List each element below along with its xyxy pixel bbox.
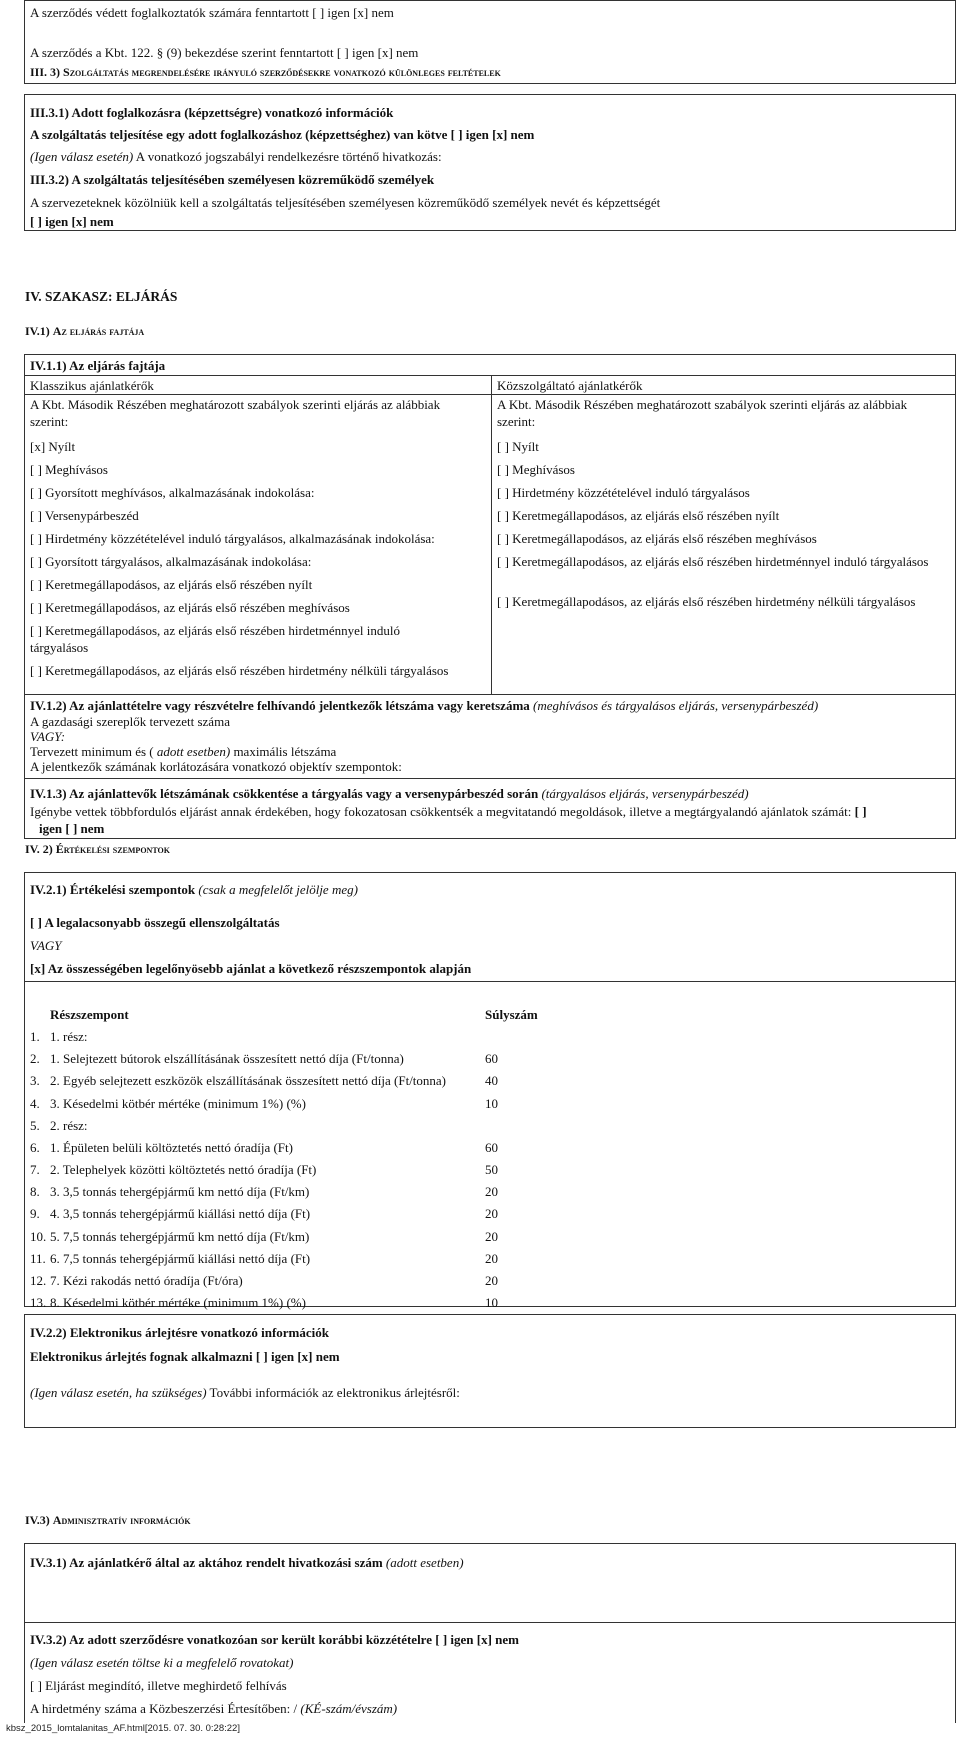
criteria-num: 1. xyxy=(30,1029,40,1045)
utility-option-3: [ ] Keretmegállapodásos, az eljárás első részében nyílt xyxy=(497,508,780,523)
criteria-num: 10. xyxy=(30,1228,47,1244)
iv21-box xyxy=(24,872,956,982)
criteria-name: 3. 3,5 tonnás tehergépjármű km nettó díja (Ft/km) xyxy=(50,1184,310,1200)
table-row xyxy=(30,1183,538,1205)
classic-option-7: [ ] Keretmegállapodásos, az eljárás első részében meghívásos xyxy=(30,600,350,615)
criteria-name: 8. Késedelmi kötbér mértéke (minimum 1%) (%) xyxy=(50,1295,306,1311)
criteria-weight xyxy=(485,1028,538,1050)
iv21-or: VAGY xyxy=(30,938,62,953)
iv32-title: IV.3.2) Az adott szerződésre vonatkozóan sor került korábbi közzétételre [ ] igen [x] nem xyxy=(30,1632,519,1647)
classic-option-0: [x] Nyílt xyxy=(30,439,76,454)
classic-header: Klasszikus ajánlatkérők xyxy=(30,378,154,393)
utility-option-5: [ ] Keretmegállapodásos, az eljárás első részében hirdetménnyel induló tárgyalásos xyxy=(497,554,929,569)
reserved-protected-line: A szerződés védett foglalkoztatók számára fenntartott [ ] igen [x] nem xyxy=(30,5,394,20)
section-iv1-heading: IV.1) Az eljárás fajtája xyxy=(25,324,145,338)
criteria-name: 1. Selejtezett bútorok elszállításának összesített nettó díja (Ft/tonna) xyxy=(50,1051,404,1067)
criteria-num: 7. xyxy=(30,1162,40,1178)
criteria-name: 5. 7,5 tonnás tehergépjármű km nettó díja (Ft/km) xyxy=(50,1228,310,1244)
criteria-weight: 20 xyxy=(485,1184,498,1200)
criteria-weight: 40 xyxy=(485,1073,498,1089)
criteria-name: 3. Késedelmi kötbér mértéke (minimum 1%) (%) xyxy=(50,1095,306,1111)
iii32-answer: [ ] igen [x] nem xyxy=(30,214,114,229)
table-row xyxy=(30,1250,538,1272)
iv13-multi-round: Igénybe vettek többfordulós eljárást annak érdekében, hogy fokozatosan csökkentsék a megvitatandó megoldások, illetve a megtárgyalandó ajánlatok számát: [ ] xyxy=(30,804,867,819)
iv22-more-info: (Igen válasz esetén, ha szükséges) További információk az elektronikus árlejtésről: xyxy=(30,1385,460,1400)
criteria-rows xyxy=(30,1028,538,1316)
classic-option-8: [ ] Keretmegállapodásos, az eljárás első részében hirdetménnyel induló tárgyalásos xyxy=(30,623,400,656)
table-row xyxy=(30,1095,538,1117)
iv11-title: IV.1.1) Az eljárás fajtája xyxy=(30,358,166,373)
iv13-title: IV.1.3) Az ajánlattevők létszámának csökkentése a tárgyalás vagy a versenypárbeszéd során (tárgyalásos eljárás, versenypárbeszéd) xyxy=(30,786,749,801)
iii31-qualification-line: A szolgáltatás teljesítése egy adott foglalkozáshoz (képzettséghez) van kötve [ ] igen [x] nem xyxy=(30,127,535,142)
page-footer: kbsz_2015_lomtalanitas_AF.html[2015. 07. 30. 0:28:22] xyxy=(6,1723,240,1734)
table-row xyxy=(30,1294,538,1316)
section-iv2-heading: IV. 2) Értékelési szempontok xyxy=(25,842,170,856)
table-row xyxy=(30,1228,538,1250)
iv12-objective-criteria: A jelentkezők számának korlátozására vonatkozó objektív szempontok: xyxy=(30,759,402,774)
table-row xyxy=(30,1139,538,1161)
iv31-box xyxy=(24,1543,956,1623)
utility-header-divider xyxy=(492,394,955,395)
iv32-notice-option: [ ] Eljárást megindító, illetve meghirdető felhívás xyxy=(30,1678,287,1693)
table-row xyxy=(30,1161,538,1183)
iv32-instruction: (Igen válasz esetén töltse ki a megfelelő rovatokat) xyxy=(30,1655,294,1670)
top-section-box xyxy=(24,0,956,84)
criteria-weight: 50 xyxy=(485,1162,498,1178)
criteria-box xyxy=(24,982,956,1311)
criteria-num: 3. xyxy=(30,1073,40,1089)
criteria-num: 2. xyxy=(30,1051,40,1067)
classic-intro: A Kbt. Második Részében meghatározott szabályok szerinti eljárás az alábbiak szerint: xyxy=(30,397,441,430)
iv11-columns xyxy=(25,375,955,694)
iv11-procedure-box xyxy=(24,354,956,695)
iv21-best-value: [x] Az összességében legelőnyösebb ajánlat a következő részszempontok alapján xyxy=(30,961,472,976)
iv32-box xyxy=(24,1623,956,1723)
criteria-header-row xyxy=(30,1006,538,1028)
criteria-name: 1. rész: xyxy=(50,1029,88,1045)
iii32-persons-line: A szervezeteknek közölniük kell a szolgáltatás teljesítésében személyesen közreműködő személyek nevét és képzettségét xyxy=(30,195,661,210)
classic-option-6: [ ] Keretmegállapodásos, az eljárás első részében nyílt xyxy=(30,577,313,592)
criteria-weight: 60 xyxy=(485,1051,498,1067)
criteria-name: 2. Egyéb selejtezett eszközök elszállításának összesített nettó díja (Ft/tonna) xyxy=(50,1073,447,1089)
utility-header: Közszolgáltató ajánlatkérők xyxy=(497,378,643,393)
criteria-weight: 60 xyxy=(485,1139,498,1155)
criteria-name: 4. 3,5 tonnás tehergépjármű kiállási nettó díja (Ft) xyxy=(50,1206,311,1222)
criteria-weight: 20 xyxy=(485,1250,498,1266)
utility-option-4: [ ] Keretmegállapodásos, az eljárás első részében meghívásos xyxy=(497,531,817,546)
iv31-title: IV.3.1) Az ajánlatkérő által az aktához rendelt hivatkozási szám (adott esetben) xyxy=(30,1555,464,1570)
criteria-weight xyxy=(485,1117,538,1139)
criteria-name: 2. rész: xyxy=(50,1117,88,1133)
iv13-answer: igen [ ] nem xyxy=(39,821,105,836)
criteria-num: 12. xyxy=(30,1272,47,1288)
table-row xyxy=(30,1072,538,1094)
criteria-num: 8. xyxy=(30,1184,40,1200)
iv32-notice-number: A hirdetmény száma a Közbeszerzési Értesítőben: / (KÉ-szám/évszám) xyxy=(30,1701,398,1716)
utility-intro: A Kbt. Második Részében meghatározott szabályok szerinti eljárás az alábbiak szerint: xyxy=(497,397,908,430)
criteria-weight: 20 xyxy=(485,1228,498,1244)
table-row xyxy=(30,1205,538,1227)
classic-contracting-column xyxy=(25,376,492,694)
iv22-eauction: Elektronikus árlejtés fognak alkalmazni [ ] igen [x] nem xyxy=(30,1349,340,1364)
iii31-title: III.3.1) Adott foglalkozásra (képzettségre) vonatkozó információk xyxy=(30,105,394,120)
classic-option-2: [ ] Gyorsított meghívásos, alkalmazásának indokolása: xyxy=(30,485,315,500)
classic-option-3: [ ] Versenypárbeszéd xyxy=(30,508,139,523)
iv21-lowest-price: [ ] A legalacsonyabb összegű ellenszolgáltatás xyxy=(30,915,280,930)
table-row xyxy=(30,1028,538,1050)
iv12-min-max: Tervezett minimum és ( adott esetben) maximális létszáma xyxy=(30,744,337,759)
section-iii3-heading: III. 3) Szolgáltatás megrendelésére irányuló szerződésekre vonatkozó különleges feltételek xyxy=(30,65,501,79)
criteria-weight: 10 xyxy=(485,1095,498,1111)
iii31-legal-ref-line: (Igen válasz esetén) A vonatkozó jogszabályi rendelkezésre történő hivatkozás: xyxy=(30,149,442,164)
utility-option-6: [ ] Keretmegállapodásos, az eljárás első részében hirdetmény nélküli tárgyalásos xyxy=(497,594,916,609)
utility-option-0: [ ] Nyílt xyxy=(497,439,539,454)
iv12-planned-count: A gazdasági szereplők tervezett száma xyxy=(30,714,230,729)
criteria-name: 7. Kézi rakodás nettó óradíja (Ft/óra) xyxy=(50,1272,243,1288)
iii3-details-box xyxy=(24,94,956,231)
criteria-num: 13. xyxy=(30,1295,47,1311)
iv21-title: IV.2.1) Értékelési szempontok (csak a megfelelőt jelölje meg) xyxy=(30,882,358,897)
section-iv3-heading: IV.3) Adminisztratív információk xyxy=(25,1513,191,1527)
criteria-num: 4. xyxy=(30,1095,40,1111)
classic-option-5: [ ] Gyorsított tárgyalásos, alkalmazásának indokolása: xyxy=(30,554,312,569)
iv13-box xyxy=(24,779,956,839)
iii32-title: III.3.2) A szolgáltatás teljesítésében személyesen közreműködő személyek xyxy=(30,172,435,187)
criteria-name: 2. Telephelyek közötti költöztetés nettó óradíja (Ft) xyxy=(50,1162,317,1178)
classic-option-1: [ ] Meghívásos xyxy=(30,462,108,477)
criteria-weight: 20 xyxy=(485,1206,498,1222)
reserved-kbt-line: A szerződés a Kbt. 122. § (9) bekezdése szerint fenntartott [ ] igen [x] nem xyxy=(30,45,419,60)
iv12-box xyxy=(24,695,956,779)
classic-option-4: [ ] Hirdetmény közzétételével induló tárgyalásos, alkalmazásának indokolása: xyxy=(30,531,435,546)
classic-option-9: [ ] Keretmegállapodásos, az eljárás első részében hirdetmény nélküli tárgyalásos xyxy=(30,663,449,678)
iv12-title: IV.1.2) Az ajánlattételre vagy részvételre felhívandó jelentkezők létszáma vagy keretszáma (meghívásos és tárgyalásos eljárás, versenypárbeszéd) xyxy=(30,698,819,713)
criteria-weight: 10 xyxy=(485,1295,498,1311)
table-row xyxy=(30,1050,538,1072)
section-iv-title: IV. SZAKASZ: ELJÁRÁS xyxy=(25,289,178,304)
iv22-box xyxy=(24,1314,956,1428)
criteria-col-weight: Súlyszám xyxy=(485,1007,538,1022)
table-row xyxy=(30,1272,538,1294)
utility-option-1: [ ] Meghívásos xyxy=(497,462,575,477)
utility-option-2: [ ] Hirdetmény közzétételével induló tárgyalásos xyxy=(497,485,750,500)
criteria-num: 11. xyxy=(30,1250,46,1266)
iv12-or: VAGY: xyxy=(30,729,66,744)
classic-header-divider xyxy=(25,394,491,395)
criteria-weight: 20 xyxy=(485,1272,498,1288)
criteria-name: 1. Épületen belüli költöztetés nettó óradíja (Ft) xyxy=(50,1139,293,1155)
criteria-num: 9. xyxy=(30,1206,40,1222)
iv22-title: IV.2.2) Elektronikus árlejtésre vonatkozó információk xyxy=(30,1325,329,1340)
table-row xyxy=(30,1117,538,1139)
criteria-num: 5. xyxy=(30,1117,40,1133)
criteria-name: 6. 7,5 tonnás tehergépjármű kiállási nettó díja (Ft) xyxy=(50,1250,311,1266)
criteria-num: 6. xyxy=(30,1139,40,1155)
criteria-col-name: Részszempont xyxy=(50,1007,129,1022)
utility-contracting-column xyxy=(492,376,955,694)
criteria-table xyxy=(30,1006,538,1316)
